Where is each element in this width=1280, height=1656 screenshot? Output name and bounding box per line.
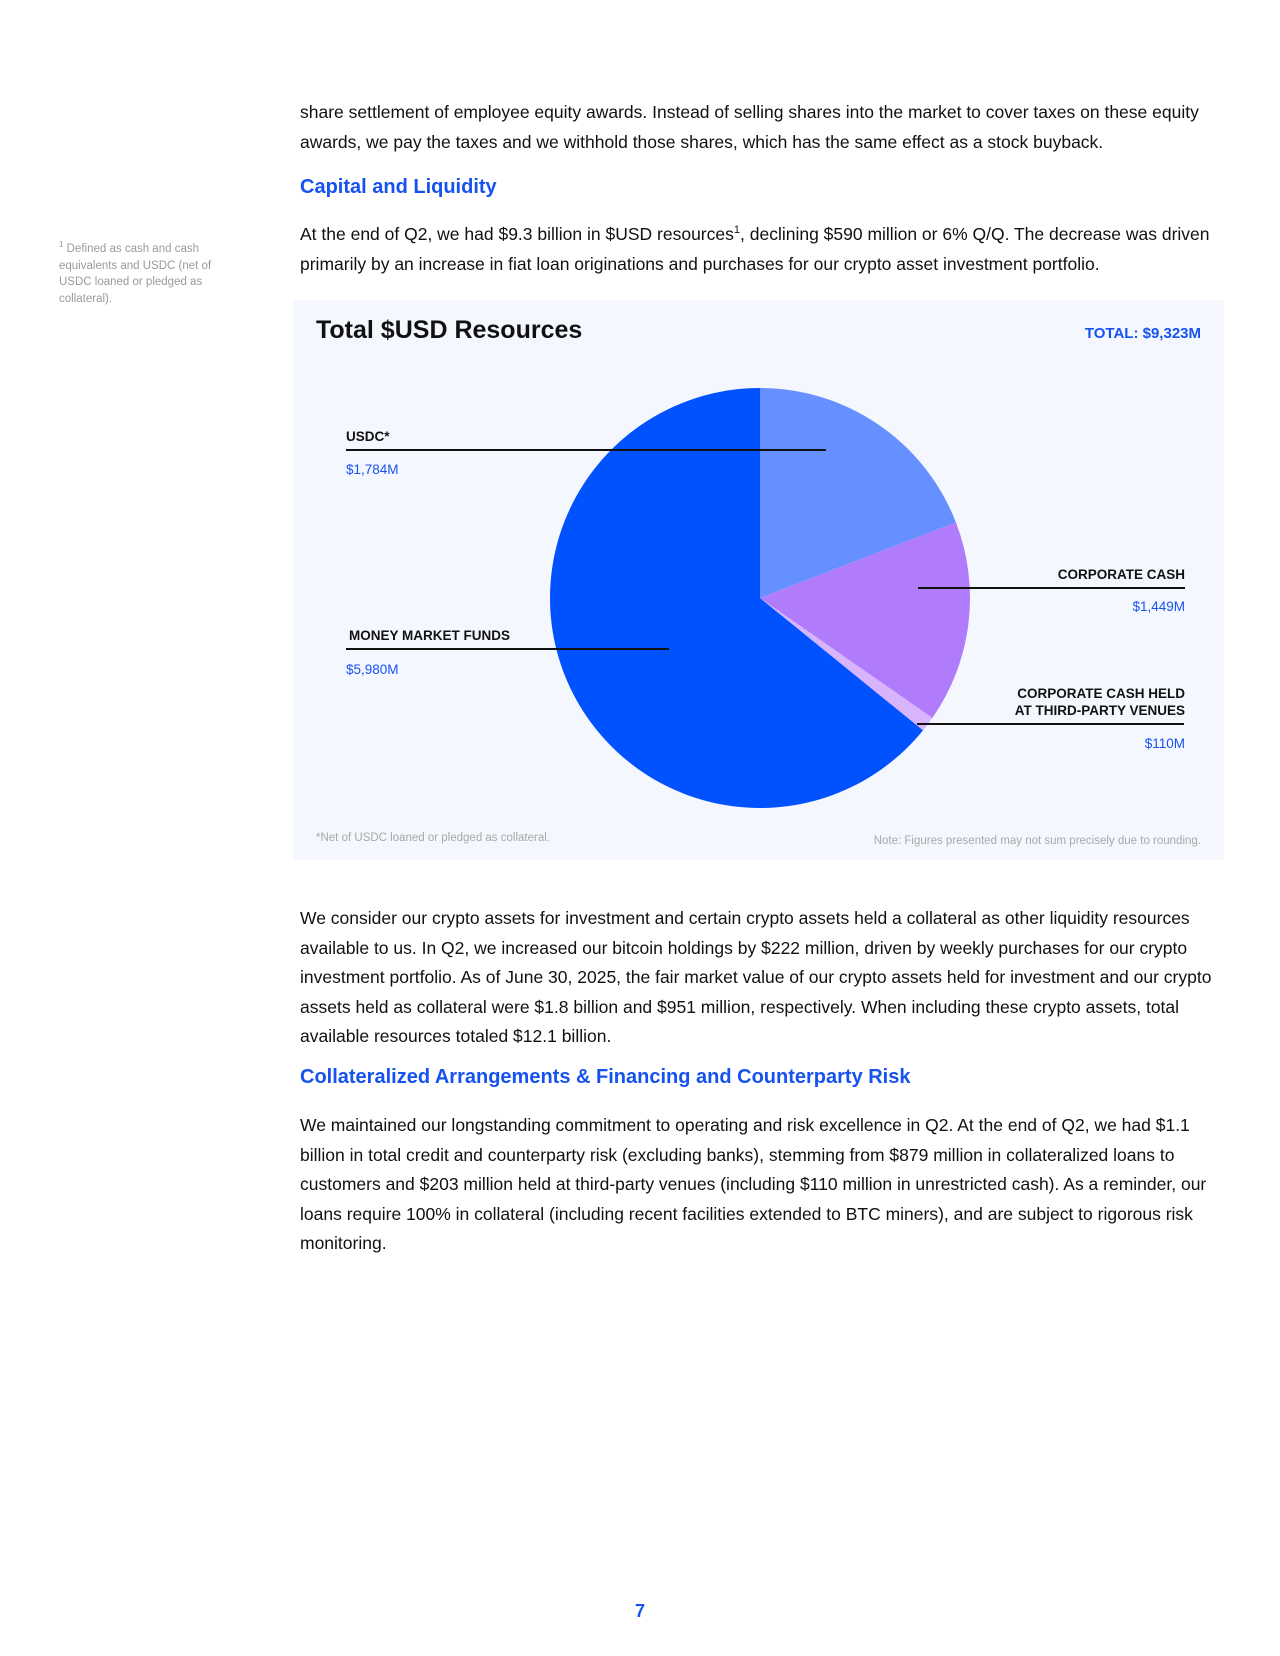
capital-paragraph [300,220,1230,279]
capital-paragraph-part1: At the end of Q2, we had $9.3 billion in $USD resources [300,224,734,244]
label-usdc: USDC* [346,429,390,444]
value-money-market: $5,980M [346,662,399,677]
label-third-party [1015,685,1185,719]
capital-paragraph-part2: , declining $590 million or 6% Q/Q. The decrease was driven primarily by an increase in fiat loan originations and purchases for our crypto asset investment portfolio. [300,224,1210,274]
intro-paragraph: share settlement of employee equity awards. Instead of selling shares into the market to cover taxes on these equity awards, we pay the taxes and we withhold those shares, which has the same effect as a stock buyback. [300,102,1199,152]
label-third-party-line1: CORPORATE CASH HELD [1017,686,1185,701]
label-corporate-cash: CORPORATE CASH [1057,567,1185,582]
crypto-assets-paragraph: We consider our crypto assets for investment and certain crypto assets held a collateral as other liquidity resources available to us. In Q2, we increased our bitcoin holdings by $222 million, driven by weekly purchases for our crypto investment portfolio. As of June 30, 2025, the fair market value of our crypto assets held for investment and our crypto assets held as collateral were $1.8 billion and $951 million, respectively. When including these crypto assets, total available resources totaled $12.1 billion. [300,908,1212,1046]
chart-total: TOTAL: $9,323M [1084,325,1201,342]
footnote-text: Defined as cash and cash equivalents and USDC (net of USDC loaned or pledged as collateral). [59,243,212,305]
label-money-market: MONEY MARKET FUNDS [349,628,511,643]
page-number: 7 [634,1601,645,1621]
footnote [59,241,239,307]
usd-resources-chart [293,300,1224,860]
chart-title: Total $USD Resources [316,316,583,344]
chart-footnote-right: Note: Figures presented may not sum precisely due to rounding. [873,835,1201,847]
collateral-paragraph: We maintained our longstanding commitment to operating and risk excellence in Q2. At the end of Q2, we had $1.1 billion in total credit and counterparty risk (excluding banks), stemming from $879 million in collateralized loans to customers and $203 million held at third-party venues (including $110 million in unrestricted cash). As a reminder, our loans require 100% in collateral (including recent facilities extended to BTC miners), and are subject to rigorous risk monitoring. [300,1115,1207,1253]
value-usdc: $1,784M [346,462,399,477]
label-third-party-line2: AT THIRD-PARTY VENUES [1014,703,1185,718]
capital-liquidity-heading: Capital and Liquidity [300,176,497,198]
collateral-heading: Collateralized Arrangements & Financing and Counterparty Risk [300,1066,911,1088]
value-third-party: $110M [1144,736,1185,751]
footnote-marker: 1 [59,240,64,250]
value-corporate-cash: $1,449M [1132,599,1185,614]
footnote-ref: 1 [733,224,740,237]
chart-footnote-left: *Net of USDC loaned or pledged as collateral. [316,832,550,844]
